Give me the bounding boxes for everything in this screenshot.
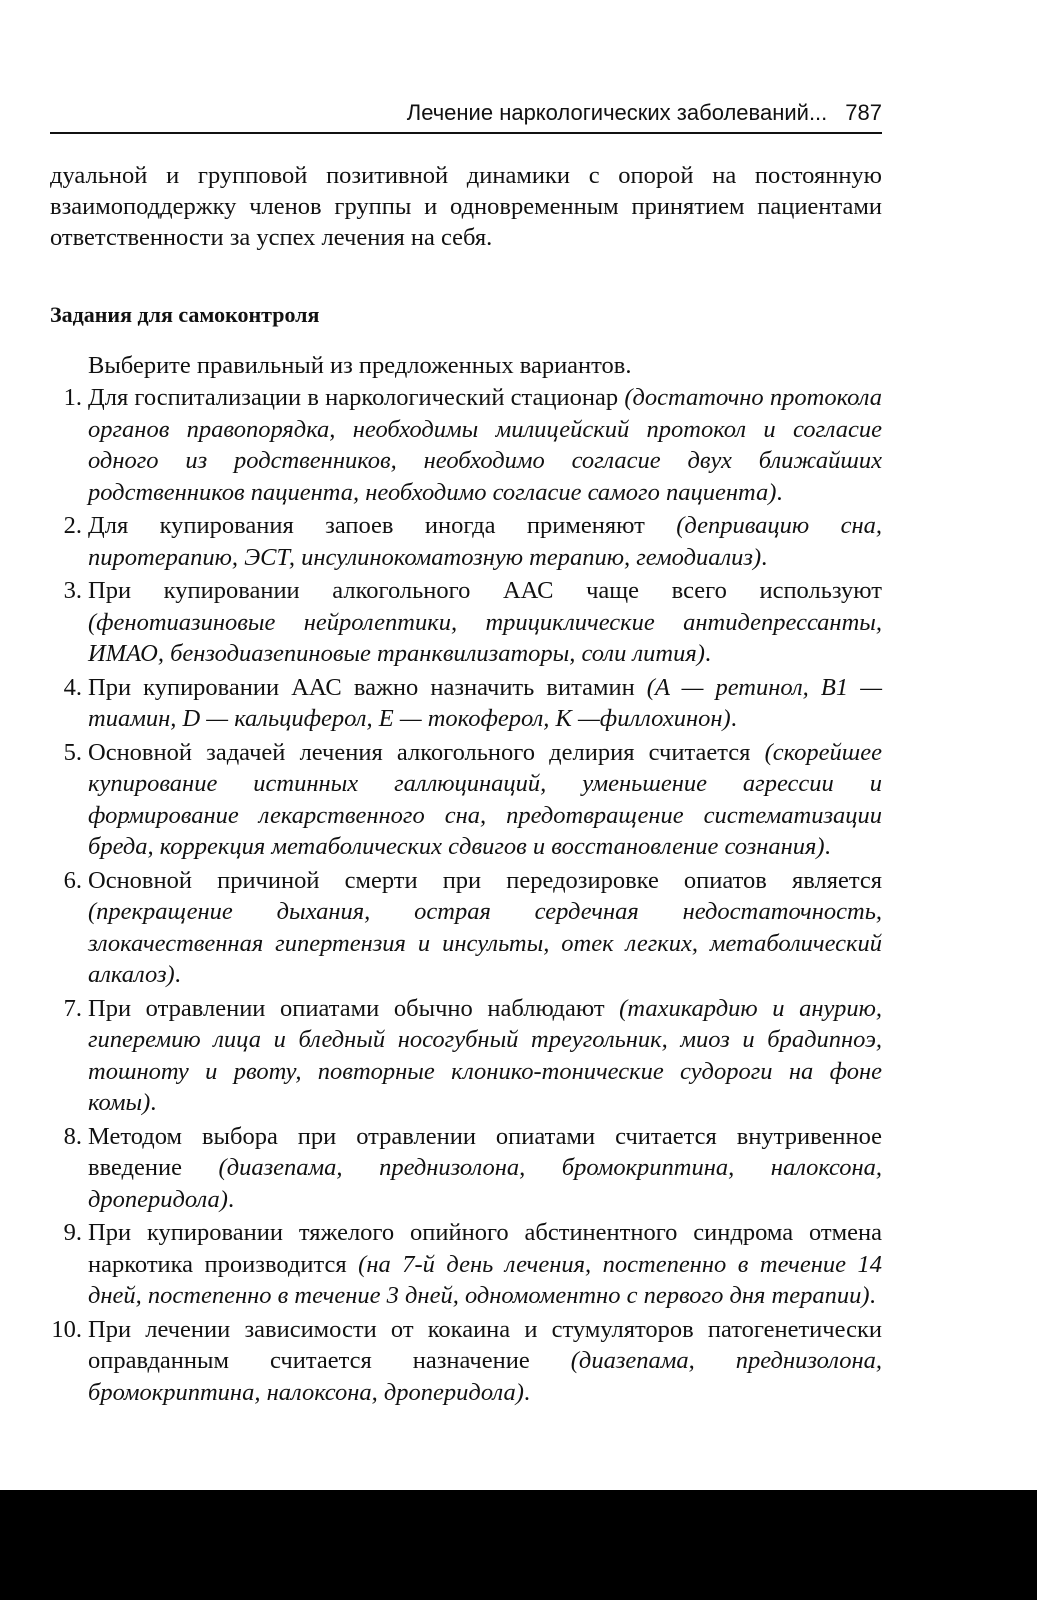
question-options: (диазепама, преднизолона, бромокриптина, налоксона, дроперидола) <box>88 1154 883 1213</box>
question-options: (достаточно протокола органов правопорядка, необходимы милицейский протокол и согласие одного из родственников, необходимо согласие двух ближайших родственников пациента, необходимо согласие самого пациента) <box>88 384 882 506</box>
question-number: 5. <box>63 738 82 766</box>
question-item <box>50 1121 882 1216</box>
question-options: (прекращение дыхания, острая сердечная недостаточность, злокачественная гипертензия и инсульты, отек легких, метаболический алкалоз) <box>88 898 882 988</box>
question-item <box>50 575 882 670</box>
question-number: 10. <box>51 1315 82 1343</box>
question-options: (скорейшее купирование истинных галлюцинаций, уменьшение агрессии и формирование лекарственного сна, предотвращение систематизации бреда, коррекция метаболических сдвигов и восстановление сознания) <box>88 738 882 860</box>
instruction-text: Выберите правильный из предложенных вариантов. <box>88 352 632 379</box>
question-stem: При купировании тяжелого опийного абстинентного синдрома отмена наркотика производится <box>88 1219 882 1278</box>
question-end: . <box>227 1185 235 1213</box>
question-item <box>50 510 882 573</box>
question-number: 6. <box>63 866 82 894</box>
question-item <box>50 865 882 991</box>
question-end: . <box>869 1282 876 1309</box>
question-item <box>50 672 882 735</box>
question-options: (тахикардию и анурию, гиперемию лица и бледный носогубный треугольник, миоз и брадипноэ, тошноту и рвоту, повторные клонико-тонические судороги на фоне комы) <box>88 994 883 1116</box>
question-item <box>50 1217 882 1312</box>
question-number: 2. <box>63 512 82 539</box>
question-end: . <box>730 705 737 732</box>
question-end: . <box>761 543 768 571</box>
question-list <box>50 382 882 1410</box>
question-options: (депривацию сна, пиротерапию, ЭСТ, инсулинокоматозную терапию, гемодиализ) <box>88 512 882 571</box>
question-number: 3. <box>63 577 82 604</box>
question-number: 1. <box>63 384 82 411</box>
question-end: . <box>150 1089 157 1116</box>
question-stem: Методом выбора при отравлении опиатами считается внутривенное введение <box>88 1122 882 1181</box>
question-stem: Для купирования запоев иногда применяют <box>88 512 677 539</box>
question-number: 7. <box>63 994 82 1022</box>
question-options: (A — ретинол, B1 — тиамин, D — кальциферол, E — токоферол, K —филлохинон) <box>88 673 882 732</box>
question-item <box>50 1314 882 1409</box>
question-stem: При купировании алкогольного ААС чаще всего используют <box>88 577 882 604</box>
question-end: . <box>174 961 181 988</box>
intro-paragraph: дуальной и групповой позитивной динамики с опорой на постоянную взаимоподдержку членов группы и одновременным принятием пациентами ответственности за успех лечения на себя. <box>50 162 882 251</box>
scan-edge-bar <box>0 1490 1037 1600</box>
question-stem: При купировании ААС важно назначить витамин <box>88 673 647 701</box>
question-end: . <box>776 478 783 506</box>
question-end: . <box>523 1378 530 1406</box>
running-header <box>50 98 882 134</box>
question-stem: Основной причиной смерти при передозировке опиатов является <box>88 866 882 894</box>
section-title: Задания для самоконтроля <box>50 302 320 327</box>
question-item <box>50 993 882 1119</box>
question-options: (на 7-й день лечения, постепенно в течение 14 дней, постепенно в течение 3 дней, одномоментно с первого дня терапии) <box>88 1250 883 1309</box>
question-number: 4. <box>63 673 82 701</box>
running-title: Лечение наркологических заболеваний... <box>406 100 828 125</box>
question-stem: Основной задачей лечения алкогольного делирия считается <box>88 738 765 766</box>
question-item <box>50 382 882 508</box>
question-number: 8. <box>63 1122 82 1150</box>
page-number: 787 <box>845 100 882 125</box>
question-stem: Для госпитализации в наркологический стационар <box>88 384 625 411</box>
question-end: . <box>704 640 712 667</box>
question-number: 9. <box>63 1219 82 1246</box>
question-item <box>50 737 882 863</box>
question-options: (фенотиазиновые нейролептики, трициклические антидепрессанты, ИМАО, бензодиазепиновые транквилизаторы, соли лития) <box>88 608 882 667</box>
question-options: (диазепама, преднизолона, бромокриптина, налоксона, дроперидола) <box>88 1347 882 1406</box>
question-end: . <box>824 833 831 860</box>
question-stem: При лечении зависимости от кокаина и стумуляторов патогенетически оправданным считается назначение <box>88 1315 882 1374</box>
question-stem: При отравлении опиатами обычно наблюдают <box>88 994 620 1022</box>
